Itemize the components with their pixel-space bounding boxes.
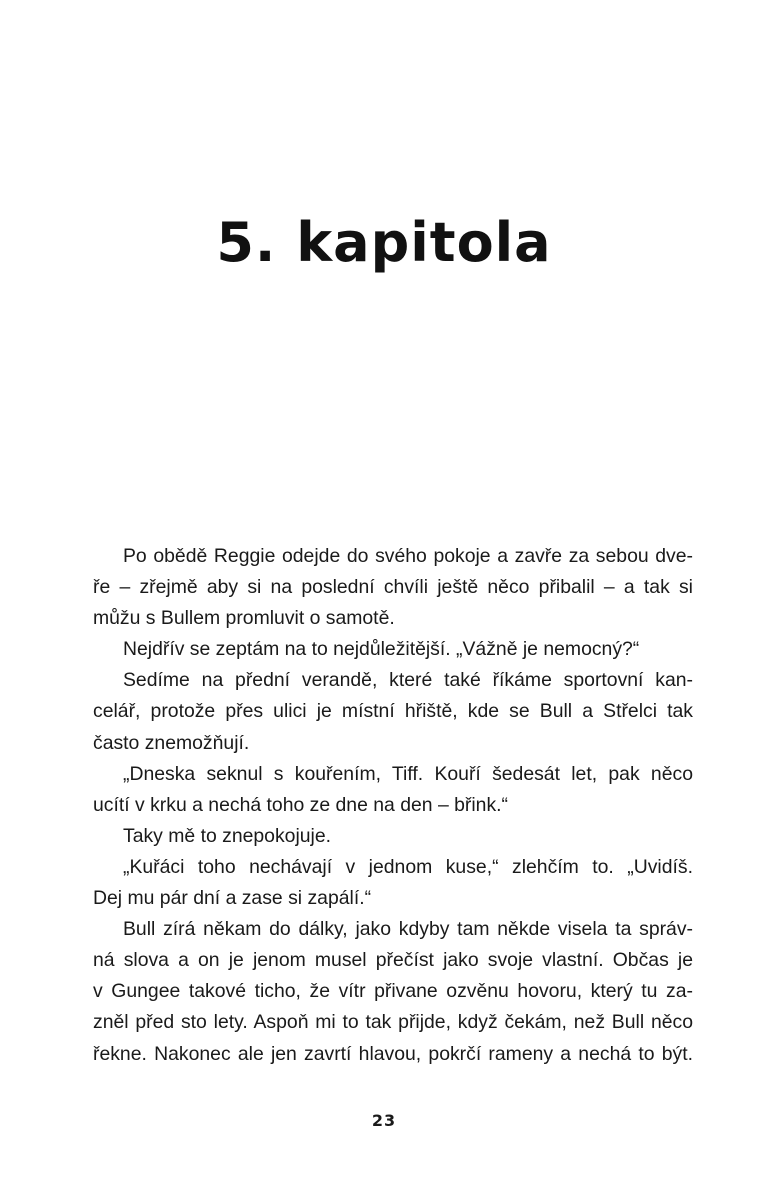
text-line: řekne. Nakonec ale jen zavrtí hlavou, pokrčí rameny a nechá to být. [93,1042,693,1065]
text-line: Nejdřív se zeptám na to nejdůležitější. „Vážně je nemocný?“ [123,638,640,661]
text-line: Po obědě Reggie odejde do svého pokoje a zavře za sebou dve- [123,545,693,567]
text-line: ře – zřejmě aby si na poslední chvíli ještě něco přibalil – a tak si [93,576,693,599]
body-text [93,541,693,1070]
text-line: ná slova a on je jenom musel přečíst jako svoje vlastní. Občas je [93,949,693,972]
chapter-title: 5. kapitola [216,211,552,275]
text-line: „Dneska seknul s kouřením, Tiff. Kouří šedesát let, pak něco [123,762,693,785]
text-line: Bull zírá někam do dálky, jako kdyby tam někde visela ta správ- [123,918,693,941]
text-line: můžu s Bullem promluvit o samotě. [93,607,395,630]
text-line: „Kuřáci toho nechávají v jednom kuse,“ zlehčím to. „Uvidíš. [123,855,693,878]
text-line: celář, protože přes ulici je místní hřiště, kde se Bull a Střelci tak [93,700,693,723]
text-line: Dej mu pár dní a zase si zapálí.“ [93,887,372,910]
text-line: často znemožňují. [93,731,250,754]
text-line: Sedíme na přední verandě, které také říkáme sportovní kan- [123,669,693,692]
page-number: 23 [371,1111,397,1130]
text-line: v Gungee takové ticho, že vítr přivane ozvěnu hovoru, který tu za- [93,980,693,1003]
text-line: zněl před sto lety. Aspoň mi to tak přijde, když čekám, než Bull něco [93,1011,693,1034]
text-line: Taky mě to znepokojuje. [123,824,332,847]
text-line: ucítí v krku a nechá toho ze dne na den – břink.“ [93,793,508,816]
